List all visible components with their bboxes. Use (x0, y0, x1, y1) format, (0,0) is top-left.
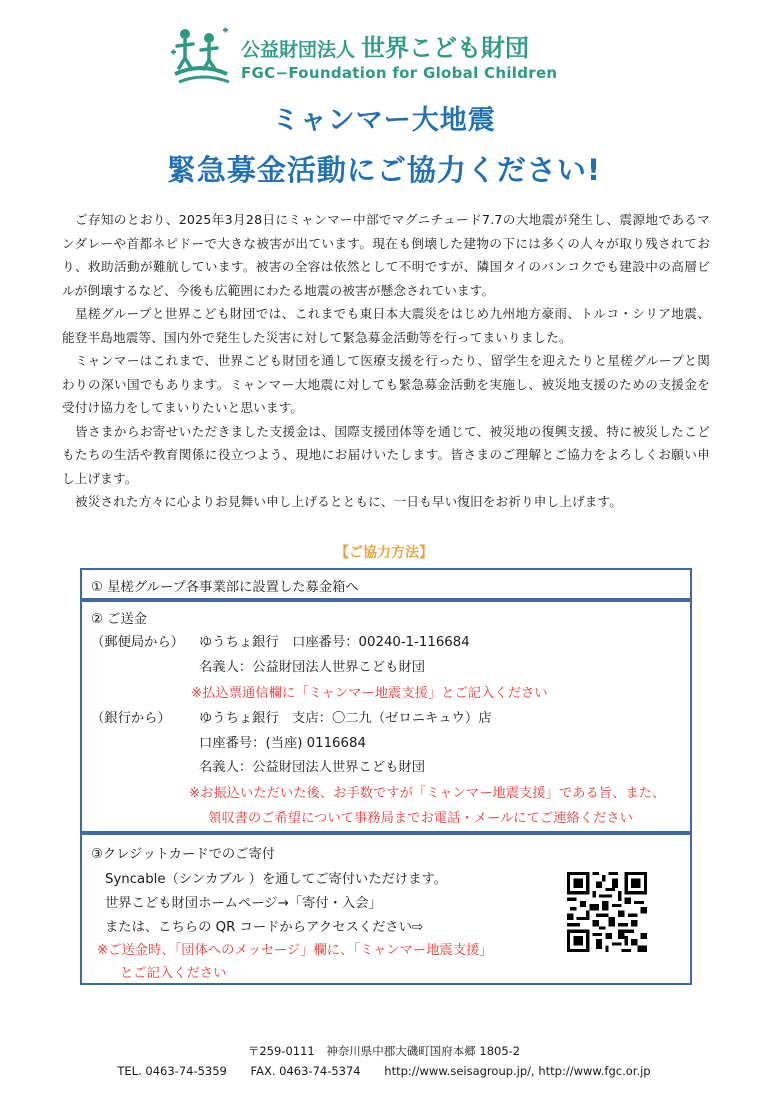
postal-note: ※払込票通信欄に「ミャンマー地震支援」とご記入ください (191, 686, 548, 701)
bank-branch: ゆうちょ銀行 支店：〇二九（ゼロニキュウ）店 (199, 711, 492, 726)
foundation-logo-icon (167, 22, 233, 88)
headline-subtitle: 緊急募金活動にご協力ください! (166, 153, 602, 187)
org-name: 世界こども財団 (361, 34, 530, 62)
method3-line3: または、こちらの QR コードからアクセスください⇨ (105, 920, 424, 935)
headline-title: ミャンマー大地震 (272, 105, 496, 136)
paragraph: ご存知のとおり、2025年3月28日にミャンマー中部でマグニチュード7.7の大地震が発生し、震源地であるマンダレーや首都ネピドーで大きな被害が出ています。現在も倒壊した建物の下には多くの人々が取り残されており、救助活動が難航しています。被害の全容は依然として不明ですが、隣国タイのバンコクでも建設中の高層ビルが倒壊するなど、今後も広範囲にわたる地震の被害が懸念されています。 (62, 212, 710, 298)
method3-line2: 世界こども財団ホームページ→「寄付・入会」 (105, 896, 382, 911)
methods-title: 【ご協力方法】 (335, 545, 433, 561)
postal-bank: ゆうちょ銀行 口座番号：00240-1-116684 (199, 635, 470, 650)
org-name-en: FGC−Foundation for Global Children (241, 64, 558, 82)
bank-note-1: ※お振込いただいた後、お手数ですが「ミャンマー地震支援」である旨、また、 (189, 786, 666, 801)
paragraph: 被災された方々に心よりお見舞い申し上げるとともに、一日も早い復旧をお祈り申し上げます。 (75, 494, 622, 509)
bank-holder: 名義人：公益財団法人世界こども財団 (199, 760, 426, 775)
footer-fax: FAX. 0463-74-5374 (250, 1064, 361, 1078)
method-donation-box (80, 568, 692, 600)
paragraph: 皆さまからお寄せいただきました支援金は、国際支援団体等を通じて、被災地の復興支援、特に被災したこどもたちの生活や教育関係に役立つよう、現地にお届けいたします。皆さまのご理解とご協力をよろしくお願い申し上げます。 (62, 423, 710, 486)
postal-holder: 名義人：公益財団法人世界こども財団 (199, 660, 426, 675)
footer-contact (0, 1064, 768, 1078)
bank-account: 口座番号：(当座) 0116684 (199, 736, 366, 751)
paragraph: 星槎グループと世界こども財団では、これまでも東日本大震災をはじめ九州地方豪雨、トルコ・シリア地震、能登半島地震等、国内外で発生した災害に対して緊急募金活動等を行ってまいりました。 (62, 306, 710, 345)
method3-note1: ※ご送金時、「団体へのメッセージ」欄に、「ミャンマー地震支援」 (97, 943, 493, 958)
method-remittance-box (80, 600, 692, 833)
footer-urls[interactable]: http://www.seisagroup.jp/, http://www.fgc.or.jp (384, 1064, 651, 1078)
org-name-jp (241, 28, 529, 63)
method3-title: ③クレジットカードでのご寄付 (91, 847, 276, 862)
method3-line1: Syncable（シンカブル ）を通してご寄付いただけます。 (105, 872, 448, 887)
org-prefix: 公益財団法人 (241, 39, 356, 61)
bank-label: （銀行から） (91, 711, 171, 726)
method2-title: ② ご送金 (91, 612, 148, 627)
org-logo (167, 22, 607, 90)
method1-text: ① 星槎グループ各事業部に設置した募金箱へ (91, 580, 359, 595)
body-text (62, 208, 710, 514)
footer-address: 〒259-0111 神奈川県中郡大磯町国府本郷 1805-2 (247, 1044, 521, 1058)
postal-label: （郵便局から） (91, 635, 185, 650)
qr-code-icon[interactable] (567, 872, 647, 952)
footer-tel: TEL. 0463-74-5359 (117, 1064, 227, 1078)
bank-note-2: 領収書のご希望について事務局までお電話・メールにてご連絡ください (208, 811, 633, 826)
method3-note2: とご記入ください (120, 966, 227, 981)
paragraph: ミャンマーはこれまで、世界こども財団を通して医療支援を行ったり、留学生を迎えたりと星槎グループと関わりの深い国でもあります。ミャンマー大地震に対しても緊急募金活動を実施し、被災地支援のための支援金を受付け協力をしてまいりたいと思います。 (62, 353, 710, 415)
